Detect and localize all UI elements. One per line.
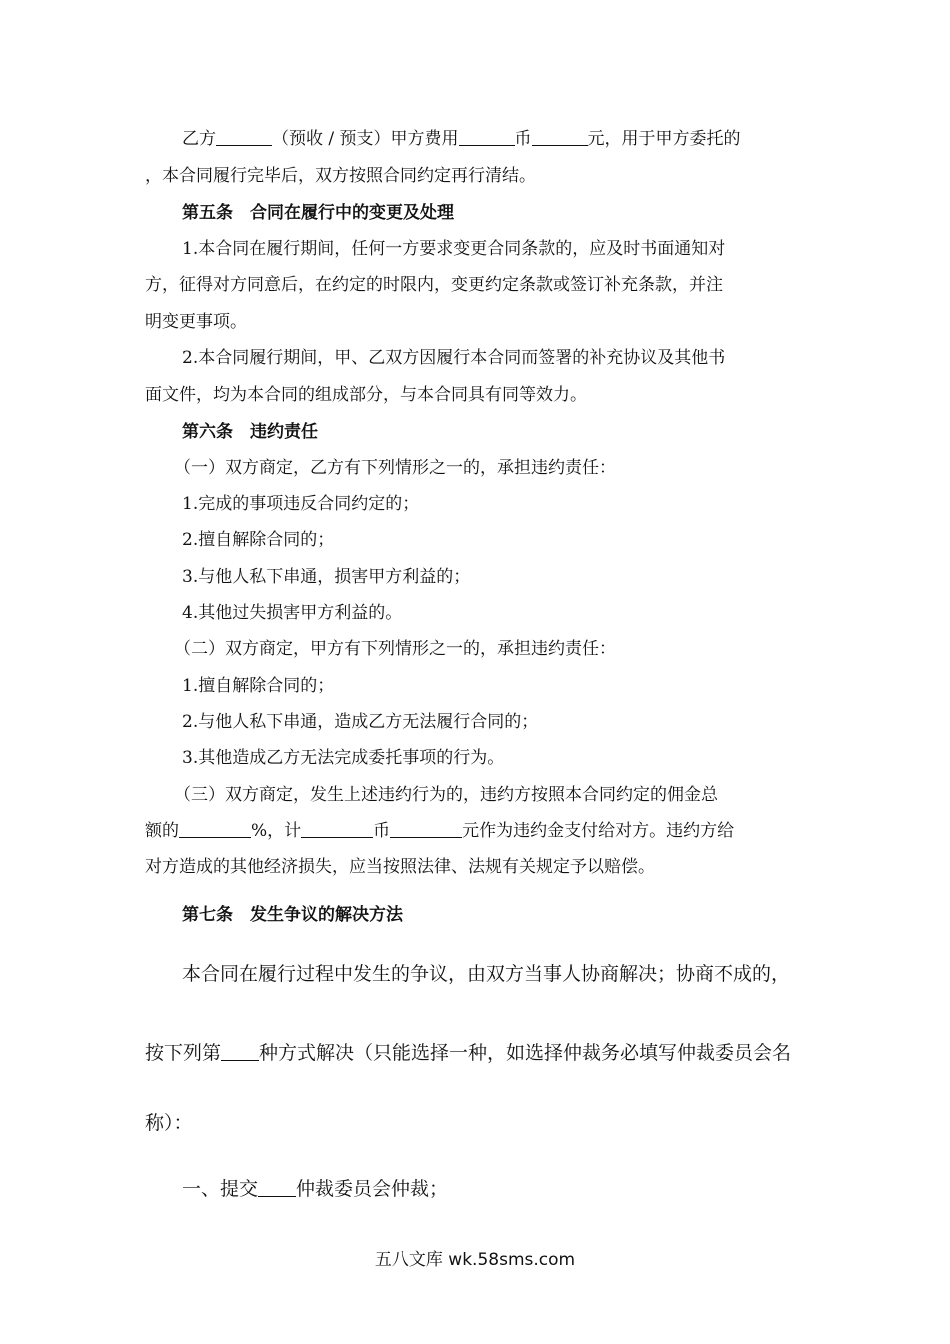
blank-field bbox=[459, 127, 515, 146]
art5-p1-line2: 方，征得对方同意后，在约定的时限内，变更约定条款或签订补充条款，并注 bbox=[145, 275, 723, 295]
art6-s2-item: 2.与他人私下串通，造成乙方无法履行合同的； bbox=[182, 712, 539, 732]
text-segment: 乙方 bbox=[182, 129, 216, 149]
art6-s1-item: 4.其他过失损害甲方利益的。 bbox=[182, 603, 403, 623]
article-5-title: 第五条 合同在履行中的变更及处理 bbox=[182, 203, 454, 223]
art5-p2-line1: 2.本合同履行期间，甲、乙双方因履行本合同而签署的补充协议及其他书 bbox=[182, 348, 726, 368]
art6-section-3-line1: （三）双方商定，发生上述违约行为的，违约方按照本合同约定的佣金总 bbox=[174, 785, 718, 805]
art6-s2-item: 3.其他造成乙方无法完成委托事项的行为。 bbox=[182, 748, 505, 768]
art6-section-1: （一）双方商定，乙方有下列情形之一的，承担违约责任： bbox=[174, 458, 616, 478]
art5-p1-line1: 1.本合同在履行期间，任何一方要求变更合同条款的，应及时书面通知对 bbox=[182, 239, 726, 259]
art6-s1-item: 2.擅自解除合同的； bbox=[182, 530, 335, 550]
blank-field bbox=[301, 819, 373, 838]
art5-p1-line3: 明变更事项。 bbox=[145, 312, 247, 332]
text-segment: 按下列第 bbox=[145, 1042, 222, 1064]
advance-payment-line-2: ，本合同履行完毕后，双方按照合同约定再行清结。 bbox=[145, 166, 536, 186]
text-segment: 元，用于甲方委托的 bbox=[587, 129, 741, 149]
art6-section-2: （二）双方商定，甲方有下列情形之一的，承担违约责任： bbox=[174, 639, 616, 659]
art7-line1: 本合同在履行过程中发生的争议，由双方当事人协商解决；协商不成的， bbox=[182, 963, 791, 985]
blank-field bbox=[216, 127, 272, 146]
article-7-title: 第七条 发生争议的解决方法 bbox=[182, 905, 403, 925]
art6-s1-item: 1.完成的事项违反合同约定的； bbox=[182, 494, 420, 514]
text-segment: 额的 bbox=[145, 821, 179, 841]
text-segment: 元作为违约金支付给对方。违约方给 bbox=[462, 821, 735, 841]
advance-payment-line bbox=[182, 127, 741, 151]
art6-s2-item: 1.擅自解除合同的； bbox=[182, 676, 335, 696]
blank-field bbox=[532, 127, 588, 146]
blank-field bbox=[258, 1178, 296, 1197]
art7-line2 bbox=[145, 1041, 791, 1065]
text-segment: （预收 / 预支）甲方费用 bbox=[272, 129, 459, 149]
blank-field bbox=[221, 1042, 259, 1061]
text-segment: 种方式解决（只能选择一种，如选择仲裁务必填写仲裁委员会名 bbox=[259, 1042, 792, 1064]
text-segment: 币 bbox=[514, 129, 532, 149]
art6-section-3-line3: 对方造成的其他经济损失，应当按照法律、法规有关规定予以赔偿。 bbox=[145, 857, 655, 877]
text-segment: %，计 bbox=[251, 821, 302, 841]
blank-field bbox=[390, 819, 462, 838]
text-segment: 一、提交 bbox=[182, 1178, 259, 1200]
art7-line4 bbox=[182, 1177, 448, 1201]
art6-s1-item: 3.与他人私下串通，损害甲方利益的； bbox=[182, 567, 471, 587]
blank-field bbox=[179, 819, 251, 838]
art7-line3: 称）： bbox=[145, 1112, 193, 1134]
footer-watermark: 五八文库 wk.58sms.com bbox=[374, 1250, 576, 1270]
text-segment: 币 bbox=[373, 821, 391, 841]
text-segment: 仲裁委员会仲裁； bbox=[296, 1178, 449, 1200]
art6-section-3-line2 bbox=[145, 819, 734, 843]
art5-p2-line2: 面文件，均为本合同的组成部分，与本合同具有同等效力。 bbox=[145, 385, 587, 405]
article-6-title: 第六条 违约责任 bbox=[182, 422, 318, 442]
